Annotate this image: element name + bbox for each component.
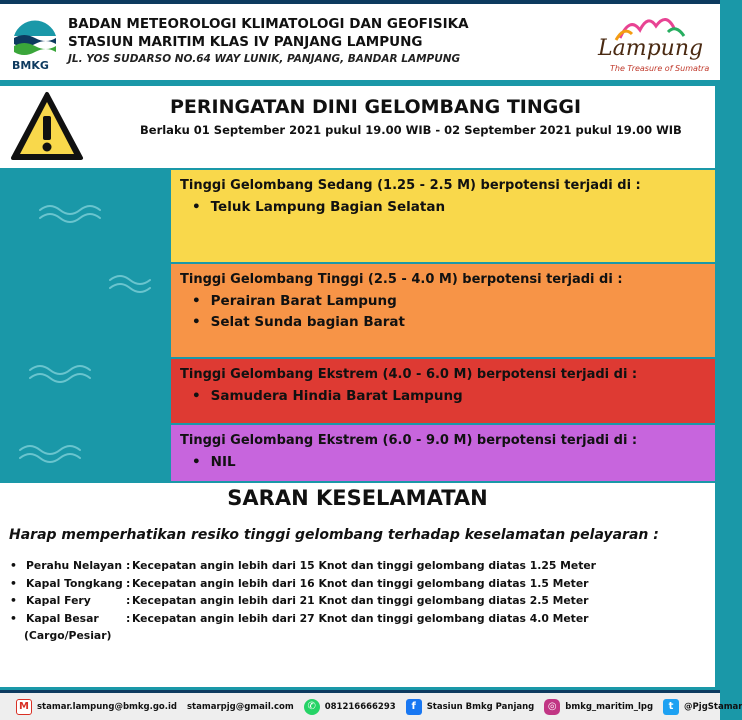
phone-number: 081216666293 bbox=[324, 701, 396, 712]
warning-title: PERINGATAN DINI GELOMBANG TINGGI bbox=[170, 96, 582, 118]
whatsapp-icon: ✆ bbox=[304, 699, 320, 715]
instagram-handle: bmkg_maritim_lpg bbox=[565, 701, 654, 712]
wave-band-very-extreme bbox=[171, 425, 715, 481]
band-title: Tinggi Gelombang Ekstrem (6.0 - 9.0 M) berpotensi terjadi di : bbox=[180, 433, 638, 448]
separator: : bbox=[126, 594, 131, 607]
footer-email[interactable] bbox=[16, 699, 177, 715]
band-area: • Samudera Hindia Barat Lampung bbox=[192, 388, 715, 404]
warning-title-box bbox=[0, 86, 715, 168]
footer-instagram[interactable] bbox=[544, 699, 653, 715]
bullet: • bbox=[10, 559, 17, 572]
org-name: BADAN METEOROLOGI KLIMATOLOGI DAN GEOFISIKA bbox=[68, 16, 469, 32]
safety-rule bbox=[10, 594, 710, 612]
wave-band-extreme bbox=[171, 359, 715, 423]
warning-triangle-icon bbox=[10, 90, 84, 162]
rule-description: Kecepatan angin lebih dari 21 Knot dan tinggi gelombang diatas 2.5 Meter bbox=[132, 594, 589, 607]
safety-section bbox=[0, 483, 715, 687]
wave-band-high bbox=[171, 264, 715, 357]
wave-band-moderate bbox=[171, 170, 715, 262]
contact-footer bbox=[0, 690, 742, 720]
lampung-tagline: The Treasure of Sumatra bbox=[610, 64, 710, 73]
rule-description: Kecepatan angin lebih dari 27 Knot dan tinggi gelombang diatas 4.0 Meter bbox=[132, 611, 589, 625]
band-title: Tinggi Gelombang Sedang (1.25 - 2.5 M) berpotensi terjadi di : bbox=[180, 178, 641, 193]
band-title: Tinggi Gelombang Tinggi (2.5 - 4.0 M) berpotensi terjadi di : bbox=[180, 272, 623, 287]
safety-intro: Harap memperhatikan resiko tinggi gelombang terhadap keselamatan pelayaran : bbox=[9, 527, 659, 543]
warning-validity: Berlaku 01 September 2021 pukul 19.00 WIB - 02 September 2021 pukul 19.00 WIB bbox=[140, 123, 682, 137]
footer-facebook[interactable] bbox=[406, 699, 535, 715]
separator: : bbox=[126, 559, 131, 572]
header bbox=[0, 0, 720, 80]
band-area: • NIL bbox=[192, 454, 715, 470]
email-address: stamarpjg@gmail.com bbox=[187, 701, 294, 712]
vessel-type: Perahu Nelayan bbox=[26, 559, 123, 572]
separator: : bbox=[126, 576, 131, 590]
safety-rule bbox=[10, 559, 710, 577]
twitter-handle: @PjgStamar bbox=[684, 701, 742, 712]
vessel-note: (Cargo/Pesiar) bbox=[24, 629, 112, 642]
lampung-wordmark: Lampung bbox=[598, 36, 704, 61]
footer-whatsapp[interactable] bbox=[304, 699, 396, 715]
footer-twitter[interactable] bbox=[663, 699, 742, 715]
safety-title: SARAN KESELAMATAN bbox=[227, 486, 488, 510]
rule-description: Kecepatan angin lebih dari 15 Knot dan tinggi gelombang diatas 1.25 Meter bbox=[132, 559, 597, 572]
band-area: • Perairan Barat Lampung bbox=[192, 293, 715, 309]
band-area: • Selat Sunda bagian Barat bbox=[192, 314, 715, 330]
station-address: JL. YOS SUDARSO NO.64 WAY LUNIK, PANJANG, BANDAR LAMPUNG bbox=[68, 53, 461, 65]
bullet: • bbox=[10, 576, 17, 590]
safety-rules bbox=[10, 559, 710, 629]
vessel-type: Kapal Besar bbox=[26, 611, 99, 625]
band-area: • Teluk Lampung Bagian Selatan bbox=[192, 199, 715, 215]
wave-decoration bbox=[0, 170, 170, 490]
twitter-icon: t bbox=[663, 699, 679, 715]
gmail-icon: M bbox=[16, 699, 32, 715]
separator: : bbox=[126, 611, 131, 625]
station-name: STASIUN MARITIM KLAS IV PANJANG LAMPUNG bbox=[68, 34, 423, 50]
vessel-type: Kapal Tongkang bbox=[26, 576, 123, 590]
safety-rule bbox=[10, 612, 710, 630]
bullet: • bbox=[10, 611, 17, 625]
safety-rule bbox=[10, 577, 710, 595]
bmkg-logo-text: BMKG bbox=[12, 59, 49, 72]
rule-description: Kecepatan angin lebih dari 16 Knot dan tinggi gelombang diatas 1.5 Meter bbox=[132, 576, 589, 590]
band-title: Tinggi Gelombang Ekstrem (4.0 - 6.0 M) berpotensi terjadi di : bbox=[180, 367, 638, 382]
email-address: stamar.lampung@bmkg.go.id bbox=[37, 701, 177, 712]
facebook-icon: f bbox=[406, 699, 422, 715]
facebook-page: Stasiun Bmkg Panjang bbox=[426, 701, 535, 712]
instagram-icon: ◎ bbox=[544, 699, 560, 715]
footer-email-2[interactable] bbox=[187, 702, 294, 712]
vessel-type: Kapal Fery bbox=[26, 594, 91, 607]
bullet: • bbox=[10, 594, 17, 607]
